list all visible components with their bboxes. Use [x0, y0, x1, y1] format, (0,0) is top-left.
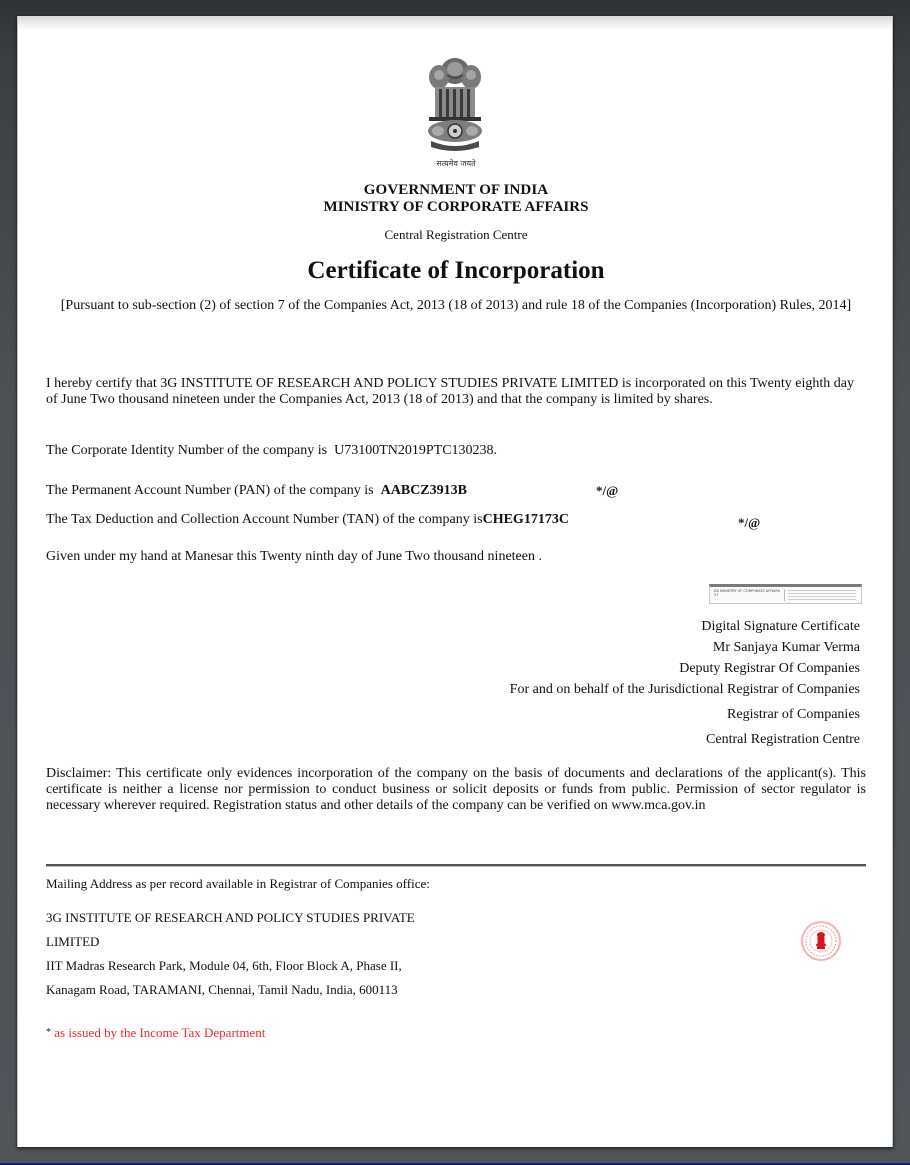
signature-line-designation: Deputy Registrar Of Companies	[679, 661, 860, 676]
address-line: Kanagam Road, TARAMANI, Chennai, Tamil Nadu, India, 600113	[46, 982, 398, 997]
tan-value: CHEG17173C	[482, 512, 569, 527]
motto-text: सत्यमेव जयते	[436, 159, 476, 168]
tan-mark: */@	[738, 515, 761, 530]
signature-stamp-text: DS MINISTRY OF CORPORATE AFFAIRS 27	[714, 589, 785, 601]
signature-line-certificate: Digital Signature Certificate	[701, 619, 860, 634]
page-top-shadow	[18, 16, 892, 30]
registration-centre-label: Central Registration Centre	[384, 227, 528, 242]
certificate-page	[17, 16, 893, 1147]
cin-label: The Corporate Identity Number of the company is	[46, 443, 328, 458]
tan-label: The Tax Deduction and Collection Account Number (TAN) of the company is	[46, 512, 483, 527]
pan-label: The Permanent Account Number (PAN) of the company is	[46, 483, 374, 498]
given-under-hand-line: Given under my hand at Manesar this Twenty ninth day of June Two thousand nineteen .	[46, 549, 542, 564]
signature-block	[510, 616, 860, 750]
ministry-heading: MINISTRY OF CORPORATE AFFAIRS	[323, 199, 589, 215]
footnote-text: as issued by the Income Tax Department	[54, 1025, 266, 1040]
certify-paragraph: I hereby certify that 3G INSTITUTE OF RESEARCH AND POLICY STUDIES PRIVATE LIMITED is incorporated on this Twenty eighth day of June Two thousand nineteen under the Companies Act, 2013 (18 of 2013) and that the company is limited by shares.	[46, 376, 854, 407]
pursuant-clause: [Pursuant to sub-section (2) of section 7 of the Companies Act, 2013 (18 of 2013) and rule 18 of the Companies (Incorporation) Rules, 2014]	[60, 298, 852, 313]
pan-value: AABCZ3913B	[380, 483, 467, 498]
footnote	[46, 1025, 265, 1041]
signature-line-registrar: Registrar of Companies	[727, 707, 860, 722]
government-heading: GOVERNMENT OF INDIA	[363, 182, 549, 198]
signature-line-name: Mr Sanjaya Kumar Verma	[712, 640, 860, 655]
page-title: Certificate of Incorporation	[307, 257, 605, 284]
signature-line-centre: Central Registration Centre	[706, 732, 860, 747]
footnote-star: *	[46, 1027, 51, 1038]
pan-mark: */@	[596, 483, 619, 498]
pan-line	[46, 483, 868, 499]
cin-line	[46, 443, 868, 459]
signature-stamp-details	[788, 590, 856, 600]
cin-value: U73100TN2019PTC130238.	[334, 443, 498, 458]
address-line: LIMITED	[46, 934, 100, 949]
section-divider	[46, 864, 866, 867]
disclaimer-paragraph: Disclaimer: This certificate only evidences incorporation of the company on the basis of documents and declarations of the applicant(s). This certificate is neither a license nor permission to conduct business or solicit deposits or funds from public. Permission of sector regulator is necessary wherever required. Registration status and other details of the company can be verified on www.mca.gov.in	[46, 766, 866, 813]
mailing-address	[46, 906, 566, 1002]
red-emblem-seal-icon	[800, 920, 842, 962]
mailing-address-heading: Mailing Address as per record available in Registrar of Companies office:	[46, 876, 430, 891]
address-line: 3G INSTITUTE OF RESEARCH AND POLICY STUDIES PRIVATE	[46, 910, 415, 925]
signature-line-behalf: For and on behalf of the Jurisdictional Registrar of Companies	[509, 682, 860, 697]
address-line: IIT Madras Research Park, Module 04, 6th, Floor Block A, Phase II,	[46, 958, 402, 973]
digital-signature-stamp	[709, 584, 862, 604]
national-emblem-icon	[419, 53, 491, 157]
